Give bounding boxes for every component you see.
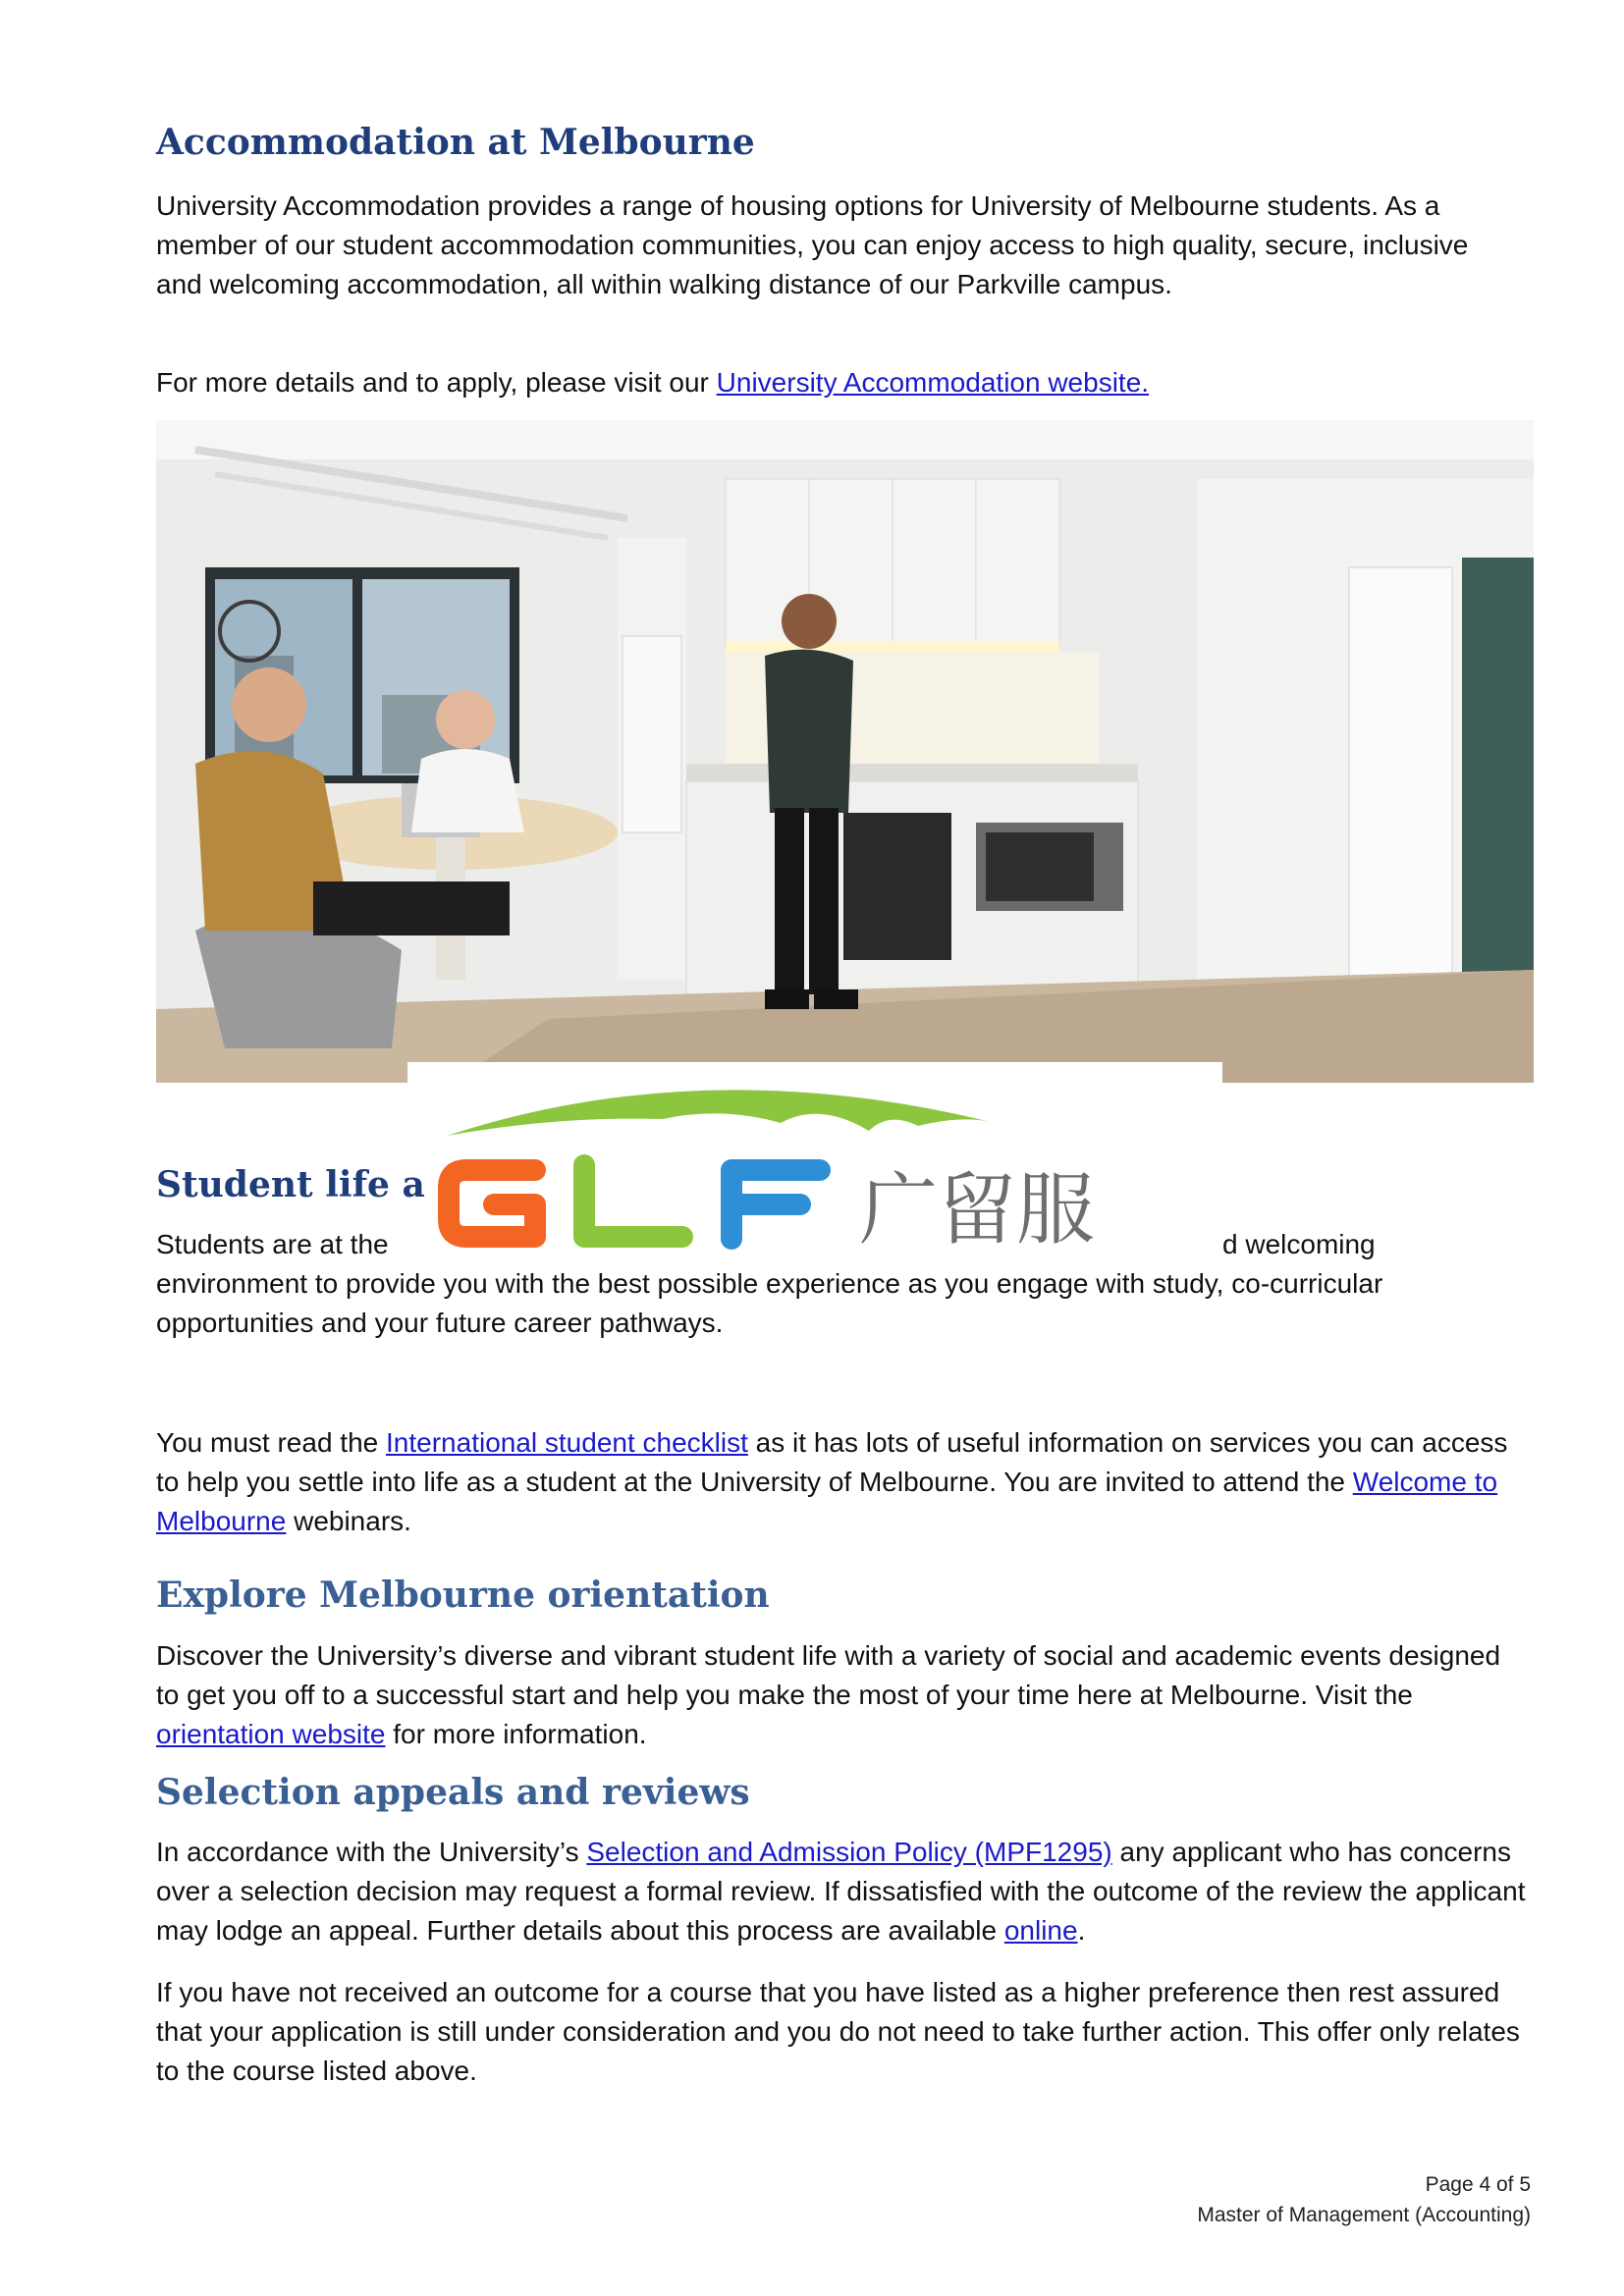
heading-accommodation: Accommodation at Melbourne [156, 122, 755, 163]
watermark-cjk-text: 广留服 [859, 1164, 1095, 1254]
student-life-line1-end-wrap [1222, 1225, 1566, 1264]
student-life-line1-end: d welcoming [1222, 1229, 1376, 1259]
accommodation-paragraph: University Accommodation provides a range of housing options for University of Melbourne students. As a member of our student accommodation communities, you can enjoy access to high quality, secure, inclusive and welcoming accommodation, all within walking distance of our Parkville campus. [156, 190, 1469, 299]
page-number: Page 4 of 5 [1425, 2173, 1531, 2196]
outcome-paragraph: If you have not received an outcome for a course that you have listed as a higher preference then rest assured that your application is still under consideration and you do not need to take further action. This offer only relates to the course listed above. [156, 1977, 1520, 2086]
heading-orientation: Explore Melbourne orientation [156, 1575, 770, 1616]
orientation-text-a: Discover the University’s diverse and vibrant student life with a variety of social and academic events designed to get you off to a successful start and help you make the most of your time here at Melbourne. Visit the [156, 1640, 1501, 1710]
orientation-website-link[interactable]: orientation website [156, 1719, 386, 1749]
welcome-to-melbourne-link[interactable]: Welcome to Melbourne [156, 1467, 1498, 1536]
orientation-text-b: for more information. [385, 1719, 647, 1749]
selection-policy-paragraph [156, 1833, 1526, 1950]
course-name-footer: Master of Management (Accounting) [1197, 2204, 1531, 2226]
selection-text-c: . [1077, 1915, 1086, 1946]
online-link[interactable]: online [1003, 1915, 1078, 1946]
selection-text-b: any applicant who has concerns over a selection decision may request a formal review. If dissatisfied with the outcome of the review the applicant may lodge an appeal. Further details about this process are available [156, 1837, 1526, 1946]
checklist-text-c: webinars. [286, 1506, 411, 1536]
student-life-line1-start: Students are at the [156, 1229, 389, 1259]
student-life-paragraph: environment to provide you with the best possible experience as you engage with study, co-curricular opportunities and your future career pathways. [156, 1268, 1383, 1338]
heading-student-life: Student life a [156, 1164, 425, 1205]
checklist-paragraph [156, 1423, 1526, 1541]
orientation-paragraph [156, 1636, 1526, 1754]
checklist-text-a: You must read the [156, 1427, 387, 1458]
heading-selection-appeals: Selection appeals and reviews [156, 1772, 750, 1813]
student-kitchen-photo [156, 420, 1534, 1083]
accommodation-link-prefix: For more details and to apply, please visit our [156, 367, 717, 398]
selection-text-a: In accordance with the University’s [156, 1837, 587, 1867]
international-student-checklist-link[interactable]: International student checklist [386, 1427, 748, 1458]
accommodation-link-paragraph [156, 363, 1531, 402]
university-accommodation-link[interactable]: University Accommodation website. [716, 367, 1150, 398]
selection-admission-policy-link[interactable]: Selection and Admission Policy (MPF1295) [586, 1837, 1112, 1867]
checklist-text-b: as it has lots of useful information on services you can access to help you settle into life as a student at the University of Melbourne. You are invited to attend the [156, 1427, 1508, 1497]
